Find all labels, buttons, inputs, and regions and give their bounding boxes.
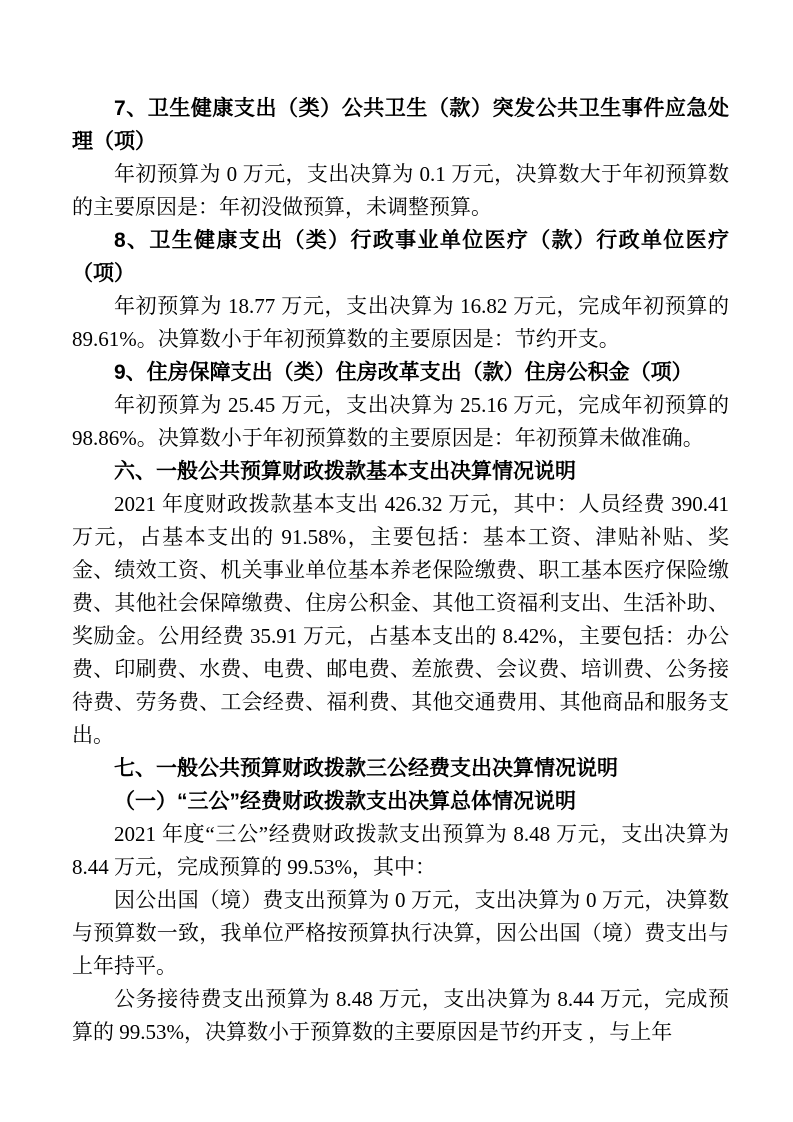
paragraph-official-reception: 公务接待费支出预算为 8.48 万元，支出决算为 8.44 万元，完成预算的 99.53%，决算数小于预算数的主要原因是节约开支 ，与上年 <box>72 987 729 1044</box>
section-heading-six: 六、一般公共预算财政拨款基本支出决算情况说明 <box>114 460 576 483</box>
section-heading-8: 8、卫生健康支出（类）行政事业单位医疗（款）行政单位医疗（项） <box>72 229 729 285</box>
paragraph-section-9: 年初预算为 25.45 万元，支出决算为 25.16 万元，完成年初预算的 98.86%。决算数小于年初预算数的主要原因是：年初预算未做准确。 <box>72 393 729 450</box>
section-heading-9: 9、住房保障支出（类）住房改革支出（款）住房公积金（项） <box>114 361 693 384</box>
document-text-block <box>72 92 729 1049</box>
paragraph-section-six: 2021 年度财政拨款基本支出 426.32 万元，其中：人员经费 390.41 万元，占基本支出的 91.58%，主要包括：基本工资、津贴补贴、奖金、绩效工资、机关事业单位基本养老保险缴费、职工基本医疗保险缴费、其他社会保障缴费、住房公积金、其他工资福利支出、生活补助、奖励金。公用经费 35.91 万元，占基本支出的 8.42%，主要包括：办公费、印刷费、水费、电费、邮电费、差旅费、会议费、培训费、公务接待费、劳务费、工会经费、福利费、其他交通费用、其他商品和服务支出。 <box>72 492 729 747</box>
section-heading-seven: 七、一般公共预算财政拨款三公经费支出决算情况说明 <box>114 757 618 780</box>
paragraph-three-public-total: 2021 年度“三公”经费财政拨款支出预算为 8.48 万元，支出决算为 8.44 万元，完成预算的 99.53%，其中： <box>72 822 729 879</box>
subsection-heading-one: （一）“三公”经费财政拨款支出决算总体情况说明 <box>114 790 576 813</box>
section-heading-7: 7、卫生健康支出（类）公共卫生（款）突发公共卫生事件应急处理（项） <box>72 97 729 153</box>
paragraph-overseas-travel: 因公出国（境）费支出预算为 0 万元，支出决算为 0 万元，决算数与预算数一致，我单位严格按预算执行决算，因公出国（境）费支出与上年持平。 <box>72 888 729 978</box>
paragraph-section-7: 年初预算为 0 万元，支出决算为 0.1 万元，决算数大于年初预算数的主要原因是：年初没做预算，未调整预算。 <box>72 162 729 219</box>
paragraph-section-8: 年初预算为 18.77 万元，支出决算为 16.82 万元，完成年初预算的 89.61%。决算数小于年初预算数的主要原因是：节约开支。 <box>72 294 729 351</box>
